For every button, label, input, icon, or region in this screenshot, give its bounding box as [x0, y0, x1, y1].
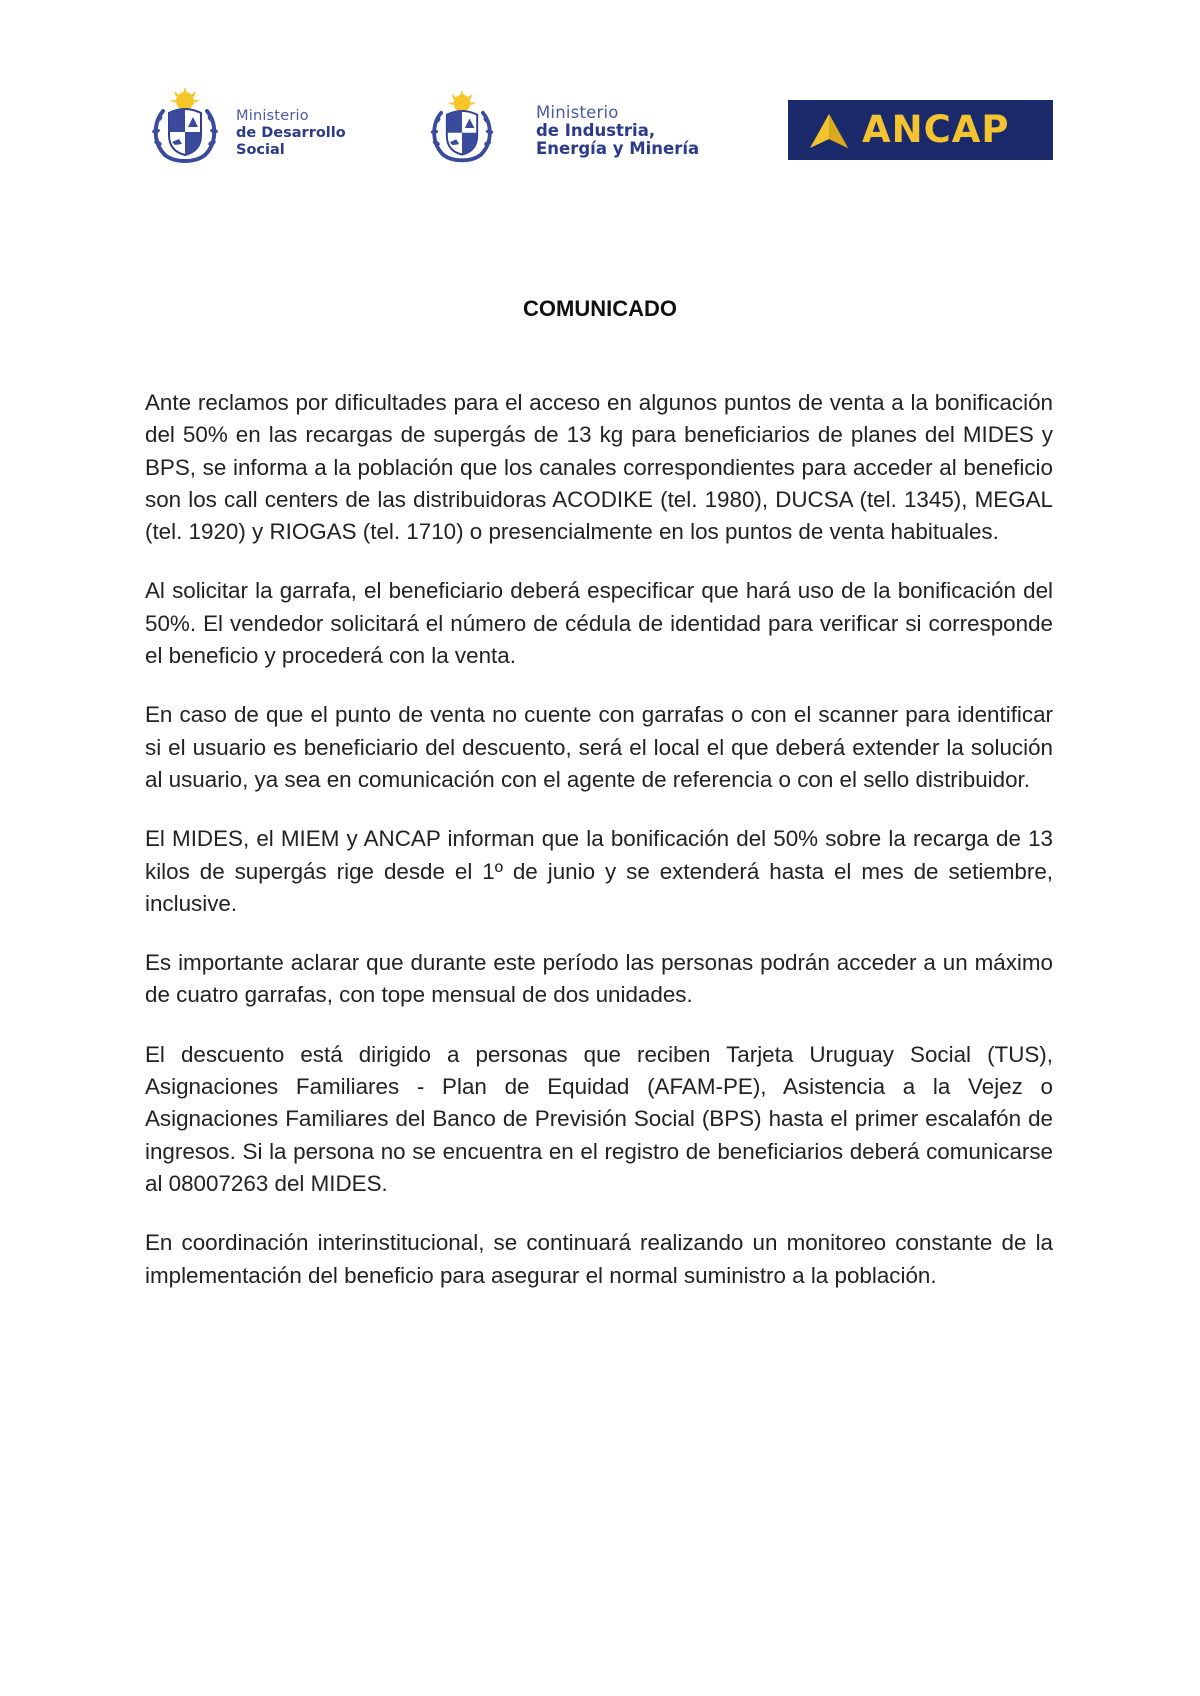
- paragraph-3: En caso de que el punto de venta no cuente con garrafas o con el scanner para identificar si el usuario es beneficiario del descuento, será el local el que deberá extender la solución al usuario, ya sea en comunicación con el agente de referencia o con el sello distribuidor.: [145, 702, 1053, 792]
- paragraph-6: El descuento está dirigido a personas que reciben Tarjeta Uruguay Social (TUS), Asignaciones Familiares - Plan de Equidad (AFAM-PE), Asistencia a la Vejez o Asignaciones Familiares del Banco de Previsión Social (BPS) hasta el primer escalafón de ingresos. Si la persona no se encuentra en el registro de beneficiarios deberá comunicarse al 08007263 del MIDES.: [145, 1041, 1053, 1196]
- logo-header: [0, 0, 1200, 200]
- mides-line-2: de Desarrollo: [236, 125, 346, 141]
- paragraph-2: Al solicitar la garrafa, el beneficiario deberá especificar que hará uso de la bonificación del 50%. El vendedor solicitará el número de cédula de identidad para verificar si corresponde el beneficio y procederá con la venta.: [145, 578, 1053, 669]
- miem-line-1: Ministerio: [536, 103, 619, 122]
- paragraph-4: El MIDES, el MIEM y ANCAP informan que la bonificación del 50% sobre la recarga de 13 kilos de supergás rige desde el 1º de junio y se extenderá hasta el mes de setiembre, inclusive.: [145, 826, 1053, 916]
- document-body: [145, 387, 1053, 1319]
- uruguay-coat-of-arms-icon: [147, 87, 223, 167]
- ancap-wordmark: ANCAP: [862, 108, 1010, 151]
- miem-line-3: Energía y Minería: [536, 139, 700, 158]
- paragraph-7: En coordinación interinstitucional, se continuará realizando un monitoreo constante de la implementación del beneficio para asegurar el normal suministro a la población.: [145, 1230, 1053, 1288]
- mides-wordmark: [236, 108, 346, 159]
- miem-line-2: de Industria,: [536, 121, 656, 140]
- mides-line-1: Ministerio: [236, 108, 309, 124]
- ancap-logo: [788, 100, 1053, 160]
- paragraph-5: Es importante aclarar que durante este período las personas podrán acceder a un máximo de cuatro garrafas, con tope mensual de dos unidades.: [145, 950, 1053, 1008]
- ancap-arrow-icon: [810, 114, 848, 148]
- document-title: COMUNICADO: [523, 296, 677, 321]
- mides-line-3: Social: [236, 142, 285, 158]
- uruguay-coat-of-arms-icon: [425, 90, 499, 166]
- paragraph-1: Ante reclamos por dificultades para el acceso en algunos puntos de venta a la bonificación del 50% en las recargas de supergás de 13 kg para beneficiarios de planes del MIDES y BPS, se informa a la población que los canales correspondientes para acceder al beneficio son los call centers de las distribuidoras ACODIKE (tel. 1980), DUCSA (tel. 1345), MEGAL (tel. 1920) y RIOGAS (tel. 1710) o presencialmente en los puntos de venta habituales.: [145, 390, 1053, 545]
- miem-wordmark: [536, 104, 699, 158]
